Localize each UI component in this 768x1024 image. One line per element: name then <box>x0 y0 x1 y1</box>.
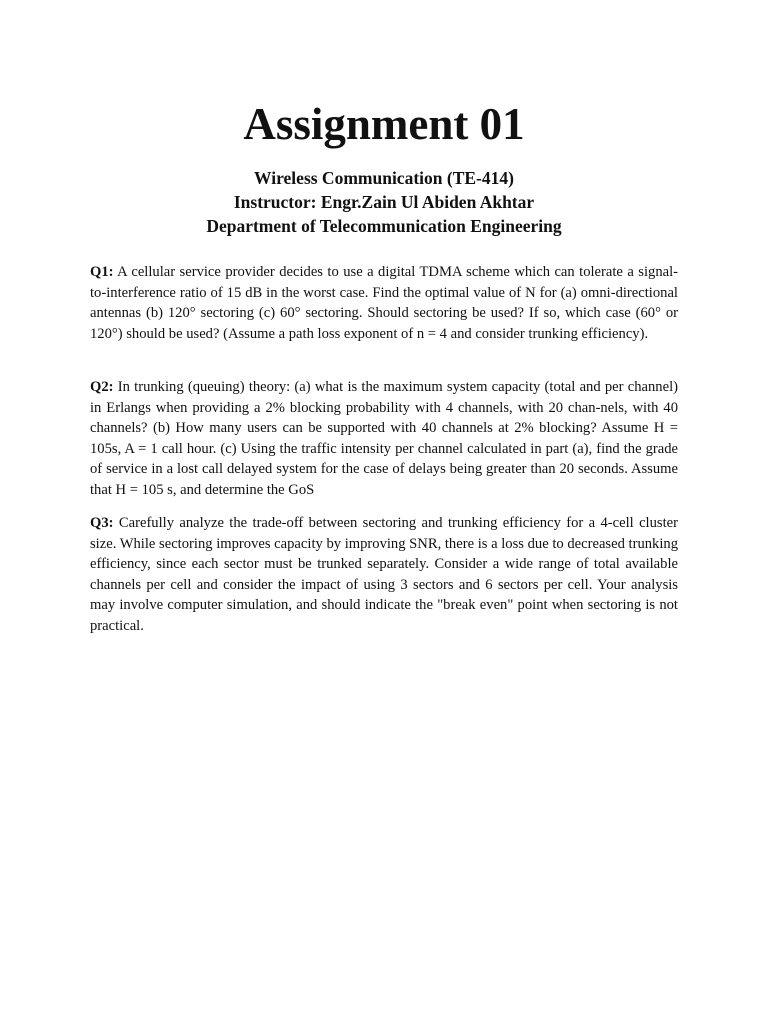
instructor-name: Instructor: Engr.Zain Ul Abiden Akhtar <box>233 192 535 212</box>
course-name: Wireless Communication (TE-414) <box>254 168 514 188</box>
question-2-label: Q2: <box>90 379 114 395</box>
question-3-label: Q3: <box>90 515 114 531</box>
question-1-label: Q1: <box>90 264 114 280</box>
question-1-text: A cellular service provider decides to use a digital TDMA scheme which can tolerate a signal-to-interference ratio of 15 dB in the worst case. Find the optimal value of N for (a) omni-directional antennas (b) 120° sectoring (c) 60° sectoring. Should sectoring be used? If so, which case (60° or 120°) should be used? (Assume a path loss exponent of n = 4 and consider trunking efficiency). <box>90 264 679 342</box>
question-1 <box>90 262 678 344</box>
question-3 <box>90 513 678 637</box>
document-title: Assignment 01 <box>243 99 525 149</box>
question-2 <box>90 377 678 501</box>
question-3-text: Carefully analyze the trade-off between sectoring and trunking efficiency for a 4-cell cluster size. While sectoring improves capacity by improving SNR, there is a loss due to decreased trunking efficiency, since each sector must be trunked separately. Consider a wide range of total available channels per cell and consider the impact of using 3 sectors and 6 sectors per cell. Your analysis may involve computer simulation, and should indicate the "break even" point when sectoring is not practical. <box>90 515 678 634</box>
department-name: Department of Telecommunication Engineering <box>206 216 562 236</box>
question-2-text: In trunking (queuing) theory: (a) what is the maximum system capacity (total and per channel) in Erlangs when providing a 2% blocking probability with 4 channels, with 20 chan-nels, with 40 channels? (b) How many users can be supported with 40 channels at 2% blocking? Assume H = 105s, A = 1 call hour. (c) Using the traffic intensity per channel calculated in part (a), find the grade of service in a lost call delayed system for the case of delays being greater than 20 seconds. Assume that H = 105 s, and determine the GoS <box>90 379 678 498</box>
